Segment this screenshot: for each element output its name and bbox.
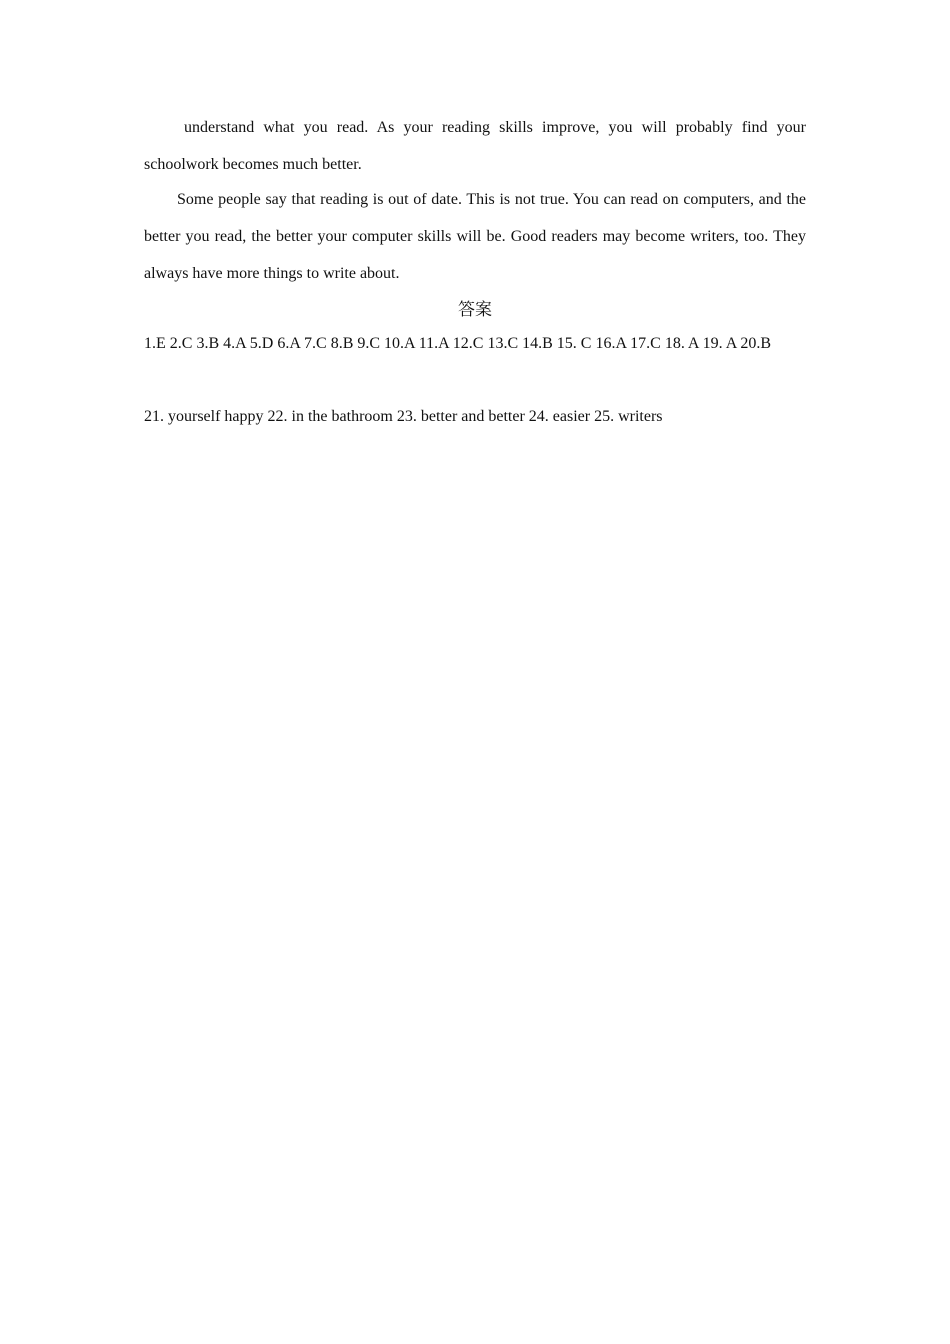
fill-in-answers xyxy=(144,398,806,435)
answer-line: 1.E 2.C 3.B 4.A 5.D 6.A 7.C 8.B 9.C 10.A 11.A 12.C 13.C 14.B 15. C 16.A 17.C 18. A 19. A 20.B xyxy=(144,335,772,352)
paragraph-continuation xyxy=(144,109,806,183)
answers-heading: 答案 xyxy=(458,300,492,320)
paragraph-reading-out-of-date xyxy=(144,181,806,292)
multiple-choice-answers xyxy=(144,325,806,362)
answer-line: 21. yourself happy 22. in the bathroom 23. better and better 24. easier 25. writers xyxy=(144,408,663,425)
paragraph-text: Some people say that reading is out of date. This is not true. You can read on computers, and the better you read, the better your computer skills will be. Good readers may become writers, too. They always have more things to write about. xyxy=(144,191,806,282)
paragraph-text: understand what you read. As your reading skills improve, you will probably find your schoolwork becomes much better. xyxy=(144,119,806,173)
